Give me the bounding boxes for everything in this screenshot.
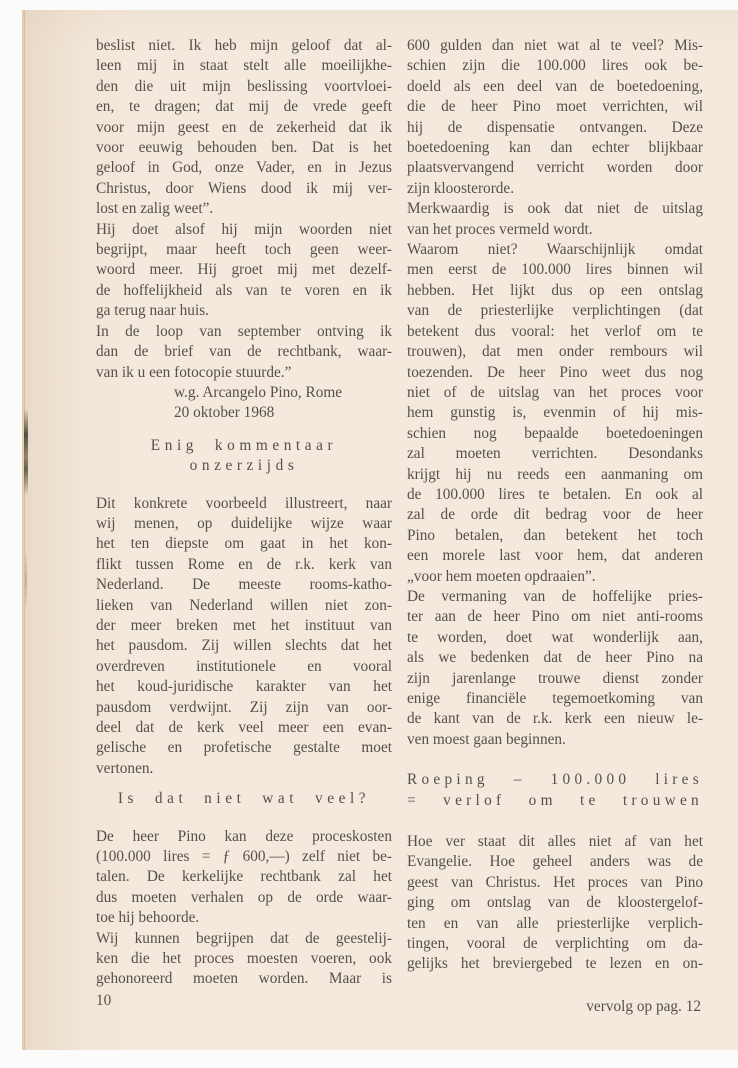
- text-line: enige financiële tegemoetkoming van: [407, 690, 703, 707]
- continuation-note: vervolg op pag. 12: [586, 997, 701, 1015]
- text-line: (100.000 lires = ƒ 600,—) zelf niet be-: [96, 848, 392, 866]
- text-line: 600 gulden dan niet wat al te veel? Mis-: [407, 37, 703, 54]
- text-line: talen. De kerkelijke rechtbank zal het: [96, 868, 392, 886]
- text-line: betekent dus vooral: het verlof om te: [407, 322, 703, 340]
- text-line: geloof in God, onze Vader, en in Jezus: [96, 159, 392, 177]
- page-number: 10: [96, 991, 112, 1009]
- text-line: schien zijn die 100.000 lires ook be-: [407, 57, 703, 75]
- text-line: doeld als een deel van de boetedoening,: [407, 77, 703, 95]
- paragraph: [96, 220, 392, 322]
- text-line: voor mijn geest en de zekerheid dat ik: [96, 118, 392, 136]
- text-line: Hij doet alsof hij mijn woorden niet: [96, 220, 392, 238]
- text-line: ven moest gaan beginnen.: [407, 730, 566, 748]
- text-line: De heer Pino kan deze proceskosten: [96, 827, 392, 845]
- text-line: De vermaning van de hoffelijke pries-: [407, 587, 703, 605]
- text-line: Roeping – 100.000 lires: [407, 771, 703, 789]
- paragraph: [96, 929, 392, 990]
- text-line: schien nog bepaalde boetedoeningen: [407, 424, 703, 442]
- text-line: van de priesterlijke verplichtingen (dat: [407, 302, 703, 320]
- text-line: gehonoreerd moeten worden. Maar is: [96, 970, 392, 988]
- text-line: boetedoening kan dan echter blijkbaar: [407, 139, 703, 157]
- paragraph: [407, 832, 703, 975]
- text-line: begrijpt, maar heeft toch geen weer-: [96, 241, 392, 259]
- text-line: der meer breken met het instituut van: [96, 616, 392, 634]
- signature: [174, 383, 392, 424]
- text-line: ging om ontslag van de kloostergelof-: [407, 894, 703, 912]
- text-line: Nederland. De meeste rooms-katho-: [96, 576, 392, 594]
- text-line: het ten diepste om gaat in het kon-: [96, 535, 392, 553]
- text-line: een morele last voor hem, dat anderen: [407, 547, 703, 565]
- text-line: geest van Christus. Het proces van Pino: [407, 873, 703, 891]
- text-line: 20 oktober 1968: [174, 404, 275, 422]
- text-line: = verlof om te trouwen: [407, 791, 703, 809]
- text-line: tingen, vooral de verplichting om da-: [407, 935, 703, 953]
- text-line: hebben. Het lijkt dus op een ontslag: [407, 281, 703, 299]
- text-line: lost en zalig weet”.: [96, 200, 214, 218]
- paragraph: [96, 322, 392, 383]
- text-line: het koud-juridische karakter van het: [96, 678, 392, 696]
- text-line: Christus, door Wiens dood ik mij ver-: [96, 179, 392, 197]
- text-line: Is dat niet wat veel?: [117, 790, 371, 808]
- text-line: dan de brief van de rechtbank, waar-: [96, 343, 392, 361]
- text-line: overdreven institutionele en vooral: [96, 657, 392, 675]
- text-line: Hoe ver staat dit alles niet af van het: [407, 833, 703, 851]
- text-line: den die uit mijn beslissing voortvloei-: [96, 77, 392, 95]
- text-line: die de heer Pino moet verrichten, wil: [407, 98, 703, 116]
- right-column: [407, 36, 703, 1017]
- text-line: toe hij behoorde.: [96, 909, 200, 927]
- text-line: niet of de uitslag van het proces voor: [407, 383, 703, 401]
- text-line: Merkwaardig is ook dat niet de uitslag: [407, 200, 703, 218]
- text-line: ter aan de heer Pino om niet anti-rooms: [407, 608, 703, 626]
- text-line: ten en van alle priesterlijke verplich-: [407, 914, 703, 932]
- text-line: wij menen, op duidelijke wijze waar: [96, 514, 392, 532]
- text-line: ga terug naar huis.: [96, 302, 209, 320]
- text-line: w.g. Arcangelo Pino, Rome: [174, 383, 343, 401]
- text-line: onzerzijds: [189, 457, 299, 475]
- paragraph: [96, 827, 392, 929]
- paragraph: [407, 587, 703, 750]
- paragraph: [407, 240, 703, 587]
- text-line: plaatsvervangend verricht worden door: [407, 159, 703, 177]
- text-line: zal de orde dit bedrag voor de heer: [407, 506, 703, 524]
- text-line: leen mij in staat stelt alle moeilijkhe-: [96, 57, 392, 75]
- text-line: krijgt hij nu reeds een aanmaning om: [407, 465, 703, 483]
- text-line: Pino betalen, dan betekent het toch: [407, 526, 703, 544]
- right-column-text: [407, 36, 703, 975]
- text-line: het pausdom. Zij willen slechts dat het: [96, 637, 392, 655]
- section-heading: [96, 789, 392, 809]
- text-line: lieken van Nederland willen niet zon-: [96, 596, 392, 614]
- text-line: de kant van de r.k. kerk een nieuw le-: [407, 710, 703, 728]
- section-heading: [407, 770, 703, 811]
- text-line: toezenden. De heer Pino weet dus nog: [407, 363, 703, 381]
- paragraph: [96, 494, 392, 780]
- text-line: trouwen), dat men onder rembours wil: [407, 343, 703, 361]
- text-line: gelische en profetische gestalte moet: [96, 739, 392, 757]
- text-line: pausdom verdwijnt. Zij zijn van oor-: [96, 698, 392, 716]
- text-line: hem gunstig is, evenmin of hij mis-: [407, 404, 703, 422]
- paragraph: [407, 36, 703, 199]
- paragraph: [407, 199, 703, 240]
- page-content: [24, 10, 738, 1017]
- text-line: deel dat de kerk veel meer een evan-: [96, 719, 392, 736]
- text-line: de 100.000 lires te betalen. En ook al: [407, 485, 703, 503]
- text-line: beslist niet. Ik heb mijn geloof dat al-: [96, 37, 392, 54]
- text-line: Wij kunnen begrijpen dat de geestelij-: [96, 929, 392, 947]
- text-line: Enig kommentaar: [150, 436, 338, 454]
- text-line: ken die het proces moesten voeren, ook: [96, 950, 392, 968]
- text-line: als we bedenken dat de heer Pino na: [407, 649, 703, 667]
- text-line: de hoffelijkheid als van te voren en ik: [96, 281, 392, 299]
- left-column-text: [96, 36, 392, 990]
- scanned-page: [22, 10, 738, 1050]
- text-line: Dit konkrete voorbeeld illustreert, naar: [96, 494, 392, 512]
- text-line: van ik u een fotocopie stuurde.”: [96, 363, 292, 381]
- text-line: In de loop van september ontving ik: [96, 322, 392, 340]
- paragraph: [96, 36, 392, 220]
- text-line: dus moeten verhalen op de orde waar-: [96, 888, 392, 906]
- left-column: [96, 36, 392, 1017]
- section-heading: [96, 436, 392, 477]
- text-line: men eerst de 100.000 lires binnen wil: [407, 261, 703, 279]
- text-line: gelijks het breviergebed te lezen en on-: [407, 955, 703, 973]
- text-line: zijn kloosterorde.: [407, 179, 515, 197]
- text-line: voor eeuwig behouden ben. Dat is het: [96, 139, 392, 157]
- text-line: Evangelie. Hoe geheel anders was de: [407, 853, 703, 871]
- text-line: van het proces vermeld wordt.: [407, 220, 593, 238]
- text-line: en, te dragen; dat mij de vrede geeft: [96, 98, 392, 116]
- text-line: te worden, doet wat wonderlijk aan,: [407, 628, 703, 646]
- text-line: zijn jarenlange trouwe dienst zonder: [407, 669, 703, 687]
- text-line: Waarom niet? Waarschijnlijk omdat: [407, 241, 703, 259]
- text-line: woord meer. Hij groet mij met dezelf-: [96, 261, 392, 279]
- text-line: flikt tussen Rome en de r.k. kerk van: [96, 555, 392, 573]
- text-line: „voor hem moeten opdraaien”.: [407, 567, 596, 585]
- text-line: hij de dispensatie ontvangen. Deze: [407, 118, 703, 136]
- text-line: zal moeten verrichten. Desondanks: [407, 445, 703, 463]
- text-line: vertonen.: [96, 759, 154, 777]
